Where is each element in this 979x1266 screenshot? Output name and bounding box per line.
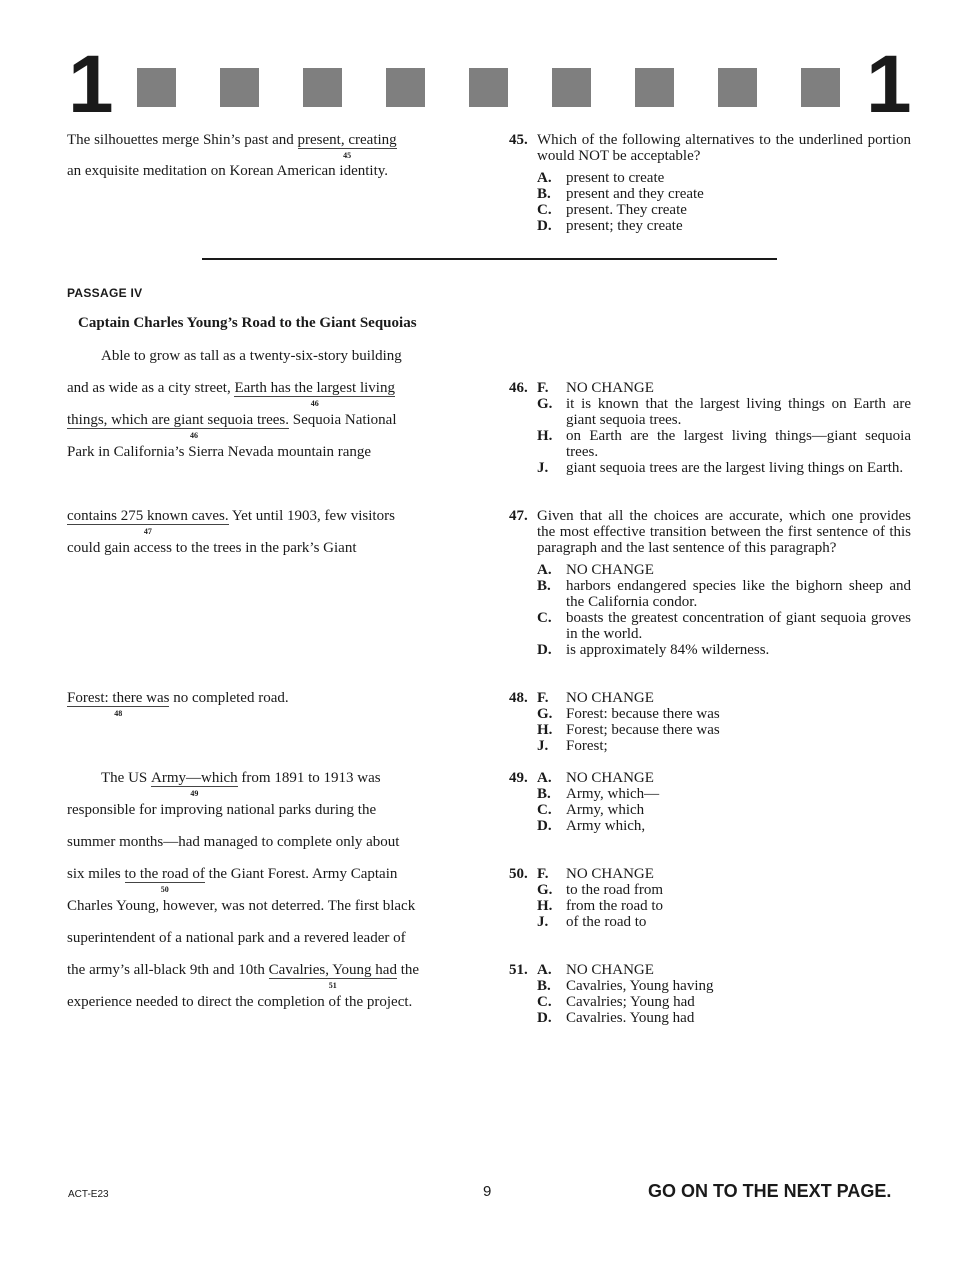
header-square <box>386 68 425 107</box>
answer-option[interactable]: H. from the road to <box>537 898 664 914</box>
question-51 <box>509 962 911 1026</box>
passage-line: Forest: there was 48 no completed road. <box>67 690 289 718</box>
question-47 <box>509 508 911 658</box>
answer-option[interactable]: B. Cavalries, Young having <box>537 978 714 994</box>
header-square <box>801 68 840 107</box>
answer-option[interactable]: J. giant sequoia trees are the largest living things on Earth. <box>537 460 904 476</box>
answer-option[interactable]: A. present to create <box>537 170 665 186</box>
answer-option[interactable]: C. present. They create <box>537 202 687 218</box>
underlined-portion-49: Army—which 49 <box>151 770 238 798</box>
question-48 <box>509 690 911 754</box>
passage-line: experience needed to direct the completion of the project. <box>67 994 413 1010</box>
header-square <box>552 68 591 107</box>
underlined-portion-47: contains 275 known caves. 47 <box>67 508 229 536</box>
answer-option[interactable]: 51. A. NO CHANGE <box>509 962 654 978</box>
question-45 <box>509 132 911 234</box>
question-ref-51: 51 <box>328 981 337 990</box>
header-square <box>718 68 757 107</box>
answer-option[interactable]: H. on Earth are the largest living things—giant sequoia trees. <box>537 428 911 460</box>
answer-option[interactable]: D. is approximately 84% wilderness. <box>537 642 770 658</box>
question-stem: Which of the following alternatives to the underlined portion would NOT be acceptable? <box>537 132 911 164</box>
answer-option[interactable]: G. to the road from <box>537 882 664 898</box>
passage-line: six miles to the road of 50 the Giant Forest. Army Captain <box>67 866 398 894</box>
passage-line <box>67 132 397 160</box>
passage-line: summer months—had managed to complete only about <box>67 834 400 850</box>
passage-line: contains 275 known caves. 47 Yet until 1903, few visitors <box>67 508 395 536</box>
passage-line: and as wide as a city street, Earth has the largest living 46 <box>67 380 395 408</box>
question-number: 51. <box>509 962 528 978</box>
answer-option[interactable]: D. Army which, <box>537 818 646 834</box>
header-square <box>303 68 342 107</box>
answer-option[interactable]: H. Forest; because there was <box>537 722 720 738</box>
answer-option[interactable]: B. Army, which— <box>537 786 660 802</box>
header-square <box>469 68 508 107</box>
passage-line: an exquisite meditation on Korean American identity. <box>67 163 389 179</box>
question-ref-46: 46 <box>190 431 198 440</box>
passage-line: The US Army—which 49 from 1891 to 1913 was <box>101 770 381 798</box>
answer-option[interactable]: J. of the road to <box>537 914 647 930</box>
question-ref-49: 49 <box>190 789 199 798</box>
answer-option[interactable]: A. NO CHANGE <box>537 562 654 578</box>
question-ref-46: 46 <box>310 399 319 408</box>
underlined-portion-48: Forest: there was 48 <box>67 690 170 718</box>
answer-option[interactable]: C. Army, which <box>537 802 645 818</box>
question-number: 45. <box>509 132 528 148</box>
passage-line: Able to grow as tall as a twenty-six-story building <box>101 348 402 364</box>
question-ref-48: 48 <box>114 709 123 718</box>
answer-option[interactable]: G. it is known that the largest living things on Earth are giant sequoia trees. <box>537 396 911 428</box>
answer-option[interactable]: 48. F. NO CHANGE <box>509 690 654 706</box>
question-number: 49. <box>509 770 528 786</box>
question-stem: Given that all the choices are accurate, which one provides the most effective transition between the first sentence of this paragraph and the last sentence of this paragraph? <box>537 508 911 556</box>
answer-option[interactable]: B. harbors endangered species like the bighorn sheep and the California condor. <box>537 578 911 610</box>
question-ref-47: 47 <box>143 527 152 536</box>
passage-label: PASSAGE IV <box>67 286 143 300</box>
section-number-left: 1 <box>68 39 114 130</box>
question-number: 50. <box>509 866 528 882</box>
header-square <box>137 68 176 107</box>
answer-option[interactable]: 50. F. NO CHANGE <box>509 866 654 882</box>
passage-line: responsible for improving national parks during the <box>67 802 377 818</box>
passage-line: the army’s all-black 9th and 10th Cavalries, Young had 51 the <box>67 962 420 990</box>
question-49 <box>509 770 911 834</box>
underlined-portion-50: to the road of 50 <box>124 866 205 894</box>
answer-option[interactable]: D. present; they create <box>537 218 683 234</box>
passage-line: superintendent of a national park and a revered leader of <box>67 930 406 946</box>
passage-line: things, which are giant sequoia trees. 46 Sequoia National <box>67 412 397 440</box>
answer-option[interactable]: 46. F. NO CHANGE <box>509 380 654 396</box>
header-square <box>220 68 259 107</box>
question-ref-45: 45 <box>343 151 352 160</box>
answer-option[interactable]: D. Cavalries. Young had <box>537 1010 695 1026</box>
answer-option[interactable]: G. Forest: because there was <box>537 706 720 722</box>
answer-option[interactable]: C. boasts the greatest concentration of giant sequoia groves in the world. <box>537 610 911 642</box>
answer-option[interactable]: J. Forest; <box>537 738 608 754</box>
section-divider <box>202 258 777 260</box>
section-number-right: 1 <box>866 39 912 130</box>
question-number: 47. <box>509 508 528 524</box>
passage-title: Captain Charles Young’s Road to the Giant Sequoias <box>78 315 417 331</box>
question-number: 46. <box>509 380 528 396</box>
question-number: 48. <box>509 690 528 706</box>
passage-line: could gain access to the trees in the park’s Giant <box>67 540 357 556</box>
test-code: ACT-E23 <box>68 1189 109 1200</box>
answer-option[interactable]: B. present and they create <box>537 186 704 202</box>
answer-option[interactable]: 49. A. NO CHANGE <box>509 770 654 786</box>
underlined-portion-46: Earth has the largest living 46 <box>234 380 395 408</box>
answer-option[interactable]: C. Cavalries; Young had <box>537 994 695 1010</box>
question-50 <box>509 866 911 930</box>
underlined-portion-45: present, creating 45 <box>297 132 397 160</box>
next-page-notice: GO ON TO THE NEXT PAGE. <box>648 1181 892 1201</box>
passage-line: Park in California’s Sierra Nevada mountain range <box>67 444 372 460</box>
question-ref-50: 50 <box>160 885 169 894</box>
header-square <box>635 68 674 107</box>
underlined-portion-46: things, which are giant sequoia trees. 46 <box>67 412 290 440</box>
page-number: 9 <box>483 1183 492 1200</box>
passage-text: The silhouettes merge Shin’s past and <box>67 132 298 148</box>
underlined-portion-51: Cavalries, Young had 51 <box>268 962 397 990</box>
passage-line: Charles Young, however, was not deterred. The first black <box>67 898 416 914</box>
question-46 <box>509 380 911 476</box>
